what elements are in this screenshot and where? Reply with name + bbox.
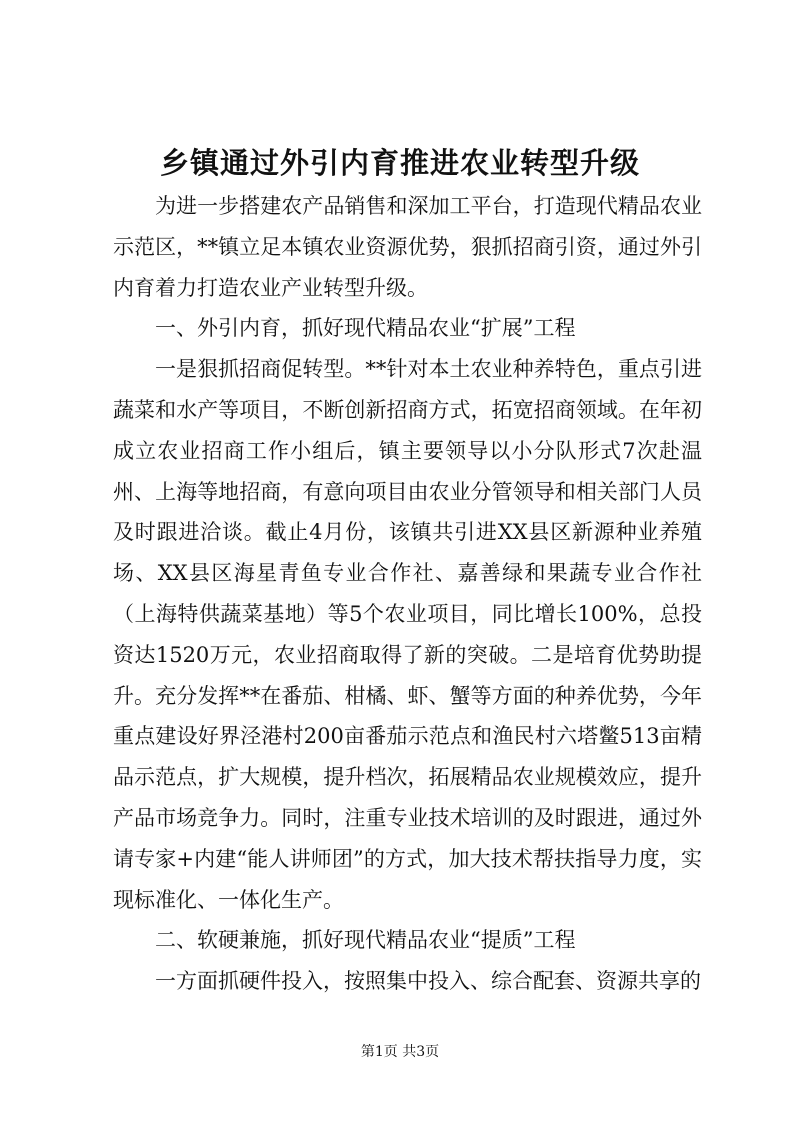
section-1-paragraph: 一是狠抓招商促转型。**针对本土农业种养特色，重点引进蔬菜和水产等项目，不断创新招商方式，拓宽招商领域。在年初成立农业招商工作小组后，镇主要领导以小分队形式7次赴温州、上海等地招商，有意向项目由农业分管领导和相关部门人员及时跟进洽谈。截止4月份，该镇共引进XX县区新源种业养殖场、XX县区海星青鱼专业合作社、嘉善绿和果蔬专业合作社（上海特供蔬菜基地）等5个农业项目，同比增长100%，总投资达1520万元，农业招商取得了新的突破。二是培育优势助提升。充分发挥**在番茄、柑橘、虾、蟹等方面的种养优势，今年重点建设好界泾港村200亩番茄示范点和渔民村六塔鳖513亩精品示范点，扩大规模，提升档次，拓展精品农业规模效应，提升产品市场竞争力。同时，注重专业技术培训的及时跟进，通过外请专家+内建“能人讲师团”的方式，加大技术帮扶指导力度，实现标准化、一体化生产。 bbox=[113, 357, 702, 912]
section-heading-1: 一、外引内育，抓好现代精品农业“扩展”工程 bbox=[155, 316, 576, 341]
intro-paragraph: 为进一步搭建农产品销售和深加工平台，打造现代精品农业示范区，**镇立足本镇农业资源优势，狠抓招商引资，通过外引内育着力打造农业产业转型升级。 bbox=[113, 194, 702, 300]
section-heading-2: 二、软硬兼施，抓好现代精品农业“提质”工程 bbox=[155, 928, 576, 953]
document-body bbox=[113, 186, 702, 1002]
document-title: 乡镇通过外引内育推进农业转型升级 bbox=[159, 146, 640, 180]
page-number-footer: 第1页 共3页 bbox=[360, 1044, 440, 1060]
section-2-paragraph: 一方面抓硬件投入，按照集中投入、综合配套、资源共享的 bbox=[155, 969, 701, 994]
